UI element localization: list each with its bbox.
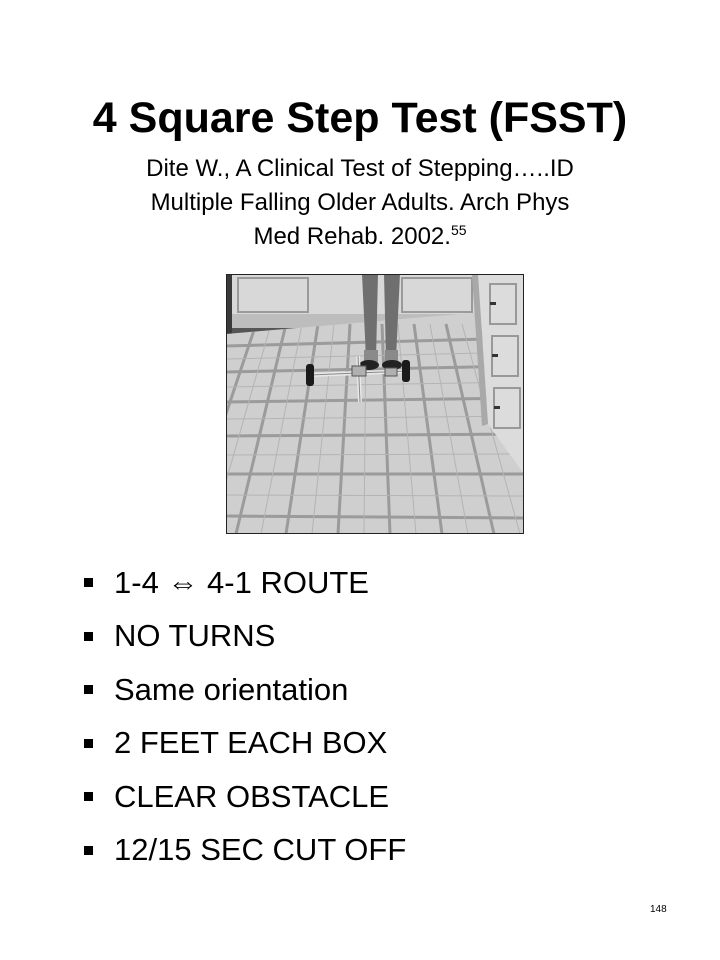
bullet-list	[84, 556, 406, 877]
bullet-item	[84, 610, 406, 664]
slide-title: 4 Square Step Test (FSST)	[92, 94, 628, 142]
bullet-item	[84, 556, 406, 610]
citation	[40, 152, 680, 254]
reference-number: 55	[450, 222, 467, 238]
citation-line-2: Multiple Falling Older Adults. Arch Phys	[150, 189, 570, 216]
square-bullet-icon	[84, 685, 93, 694]
square-bullet-icon	[84, 632, 93, 641]
square-bullet-icon	[84, 792, 93, 801]
bullet-label: 2 FEET EACH BOX	[114, 725, 388, 761]
citation-line-3	[40, 220, 680, 254]
citation-source: Med Rehab. 2002.	[253, 223, 451, 250]
bullet-label: 12/15 SEC CUT OFF	[114, 832, 407, 868]
bullet-label: 1-4 ⇔ 4-1 ROUTE	[114, 564, 369, 600]
citation-line-1: Dite W., A Clinical Test of Stepping…..ID	[146, 155, 574, 182]
bullet-label: CLEAR OBSTACLE	[114, 778, 390, 814]
bullet-item	[84, 824, 406, 878]
square-bullet-icon	[84, 739, 93, 748]
slide-number: 148	[650, 904, 667, 915]
square-bullet-icon	[84, 578, 93, 587]
bullet-item	[84, 770, 406, 824]
bullet-label: NO TURNS	[114, 618, 276, 654]
square-bullet-icon	[84, 846, 93, 855]
bullet-item	[84, 717, 406, 771]
bullet-label: Same orientation	[114, 671, 349, 707]
bullet-item	[84, 663, 406, 717]
test-photo	[226, 274, 524, 534]
